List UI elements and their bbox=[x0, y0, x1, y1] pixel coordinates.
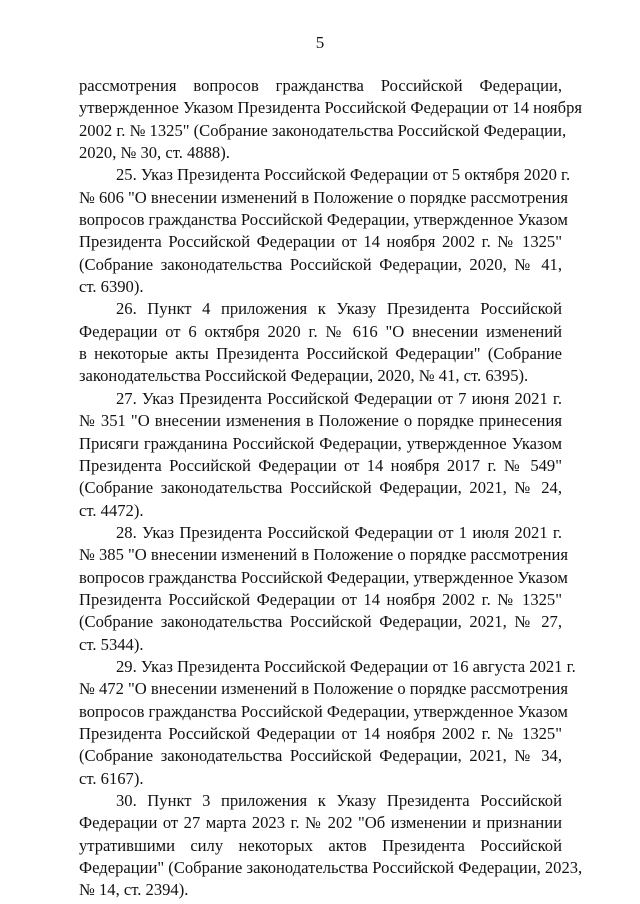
text-line: (Собрание законодательства Российской Федерации, 2021, № 34, bbox=[79, 746, 562, 766]
text-line: ст. 6390). bbox=[79, 277, 144, 297]
text-line: № 385 "О внесении изменений в Положение о порядке рассмотрения bbox=[79, 545, 568, 565]
text-line: ст. 6167). bbox=[79, 768, 144, 788]
text-line: Президента Российской Федерации от 14 ноября 2002 г. № 1325" bbox=[79, 723, 562, 743]
text-line: 26. Пункт 4 приложения к Указу Президента Российской bbox=[116, 299, 562, 319]
text-line: Президента Российской Федерации от 14 ноября 2002 г. № 1325" bbox=[79, 589, 562, 609]
text-line: Федерации" (Собрание законодательства Российской Федерации, 2023, bbox=[79, 858, 583, 878]
document-body bbox=[79, 75, 583, 902]
text-line: вопросов гражданства Российской Федерации, утвержденное Указом bbox=[79, 567, 568, 587]
paragraph-item-30 bbox=[79, 790, 583, 902]
paragraph-item-25 bbox=[79, 164, 571, 298]
text-line: Президента Российской Федерации от 14 ноября 2002 г. № 1325" bbox=[79, 232, 562, 252]
text-line: 2020, № 30, ст. 4888). bbox=[79, 143, 230, 163]
text-line: вопросов гражданства Российской Федерации, утвержденное Указом bbox=[79, 701, 568, 721]
text-line: № 351 "О внесении изменения в Положение о порядке принесения bbox=[79, 411, 562, 431]
text-line: № 606 "О внесении изменений в Положение о порядке рассмотрения bbox=[79, 187, 568, 207]
text-line: ст. 5344). bbox=[79, 634, 144, 654]
text-line: в некоторые акты Президента Российской Федерации" (Собрание bbox=[79, 344, 562, 364]
text-line: 30. Пункт 3 приложения к Указу Президента Российской bbox=[116, 791, 562, 810]
text-line: № 472 "О внесении изменений в Положение о порядке рассмотрения bbox=[79, 679, 568, 699]
text-line: законодательства Российской Федерации, 2020, № 41, ст. 6395). bbox=[79, 366, 529, 386]
text-line: № 14, ст. 2394). bbox=[79, 880, 189, 900]
text-line: 2002 г. № 1325" (Собрание законодательства Российской Федерации, bbox=[79, 120, 567, 140]
text-line: (Собрание законодательства Российской Федерации, 2021, № 24, bbox=[79, 478, 562, 498]
text-line: (Собрание законодательства Российской Федерации, 2021, № 27, bbox=[79, 612, 562, 632]
text-line: утратившими силу некоторых актов Президента Российской bbox=[79, 835, 562, 855]
text-line: 25. Указ Президента Российской Федерации от 5 октября 2020 г. bbox=[116, 165, 571, 185]
paragraph-item-29 bbox=[79, 656, 576, 790]
text-line: ст. 4472). bbox=[79, 500, 144, 520]
text-line: Федерации от 6 октября 2020 г. № 616 "О внесении изменений bbox=[79, 321, 562, 341]
paragraph-continuation bbox=[79, 75, 583, 164]
text-line: 29. Указ Президента Российской Федерации от 16 августа 2021 г. bbox=[116, 656, 576, 676]
text-line: (Собрание законодательства Российской Федерации, 2020, № 41, bbox=[79, 254, 562, 274]
paragraph-item-26 bbox=[79, 298, 562, 387]
text-line: Присяги гражданина Российской Федерации, утвержденное Указом bbox=[79, 433, 562, 453]
text-line: вопросов гражданства Российской Федерации, утвержденное Указом bbox=[79, 210, 568, 230]
paragraph-item-28 bbox=[79, 522, 568, 656]
text-line: Президента Российской Федерации от 14 ноября 2017 г. № 549" bbox=[79, 455, 562, 475]
page-number: 5 bbox=[315, 33, 325, 52]
text-line: 27. Указ Президента Российской Федерации от 7 июня 2021 г. bbox=[116, 388, 562, 408]
text-line: 28. Указ Президента Российской Федерации от 1 июля 2021 г. bbox=[116, 522, 562, 542]
text-line: Федерации от 27 марта 2023 г. № 202 "Об изменении и признании bbox=[79, 813, 562, 833]
text-line: рассмотрения вопросов гражданства Российской Федерации, bbox=[79, 76, 562, 95]
text-line: утвержденное Указом Президента Российской Федерации от 14 ноября bbox=[79, 98, 583, 118]
paragraph-item-27 bbox=[79, 388, 562, 522]
